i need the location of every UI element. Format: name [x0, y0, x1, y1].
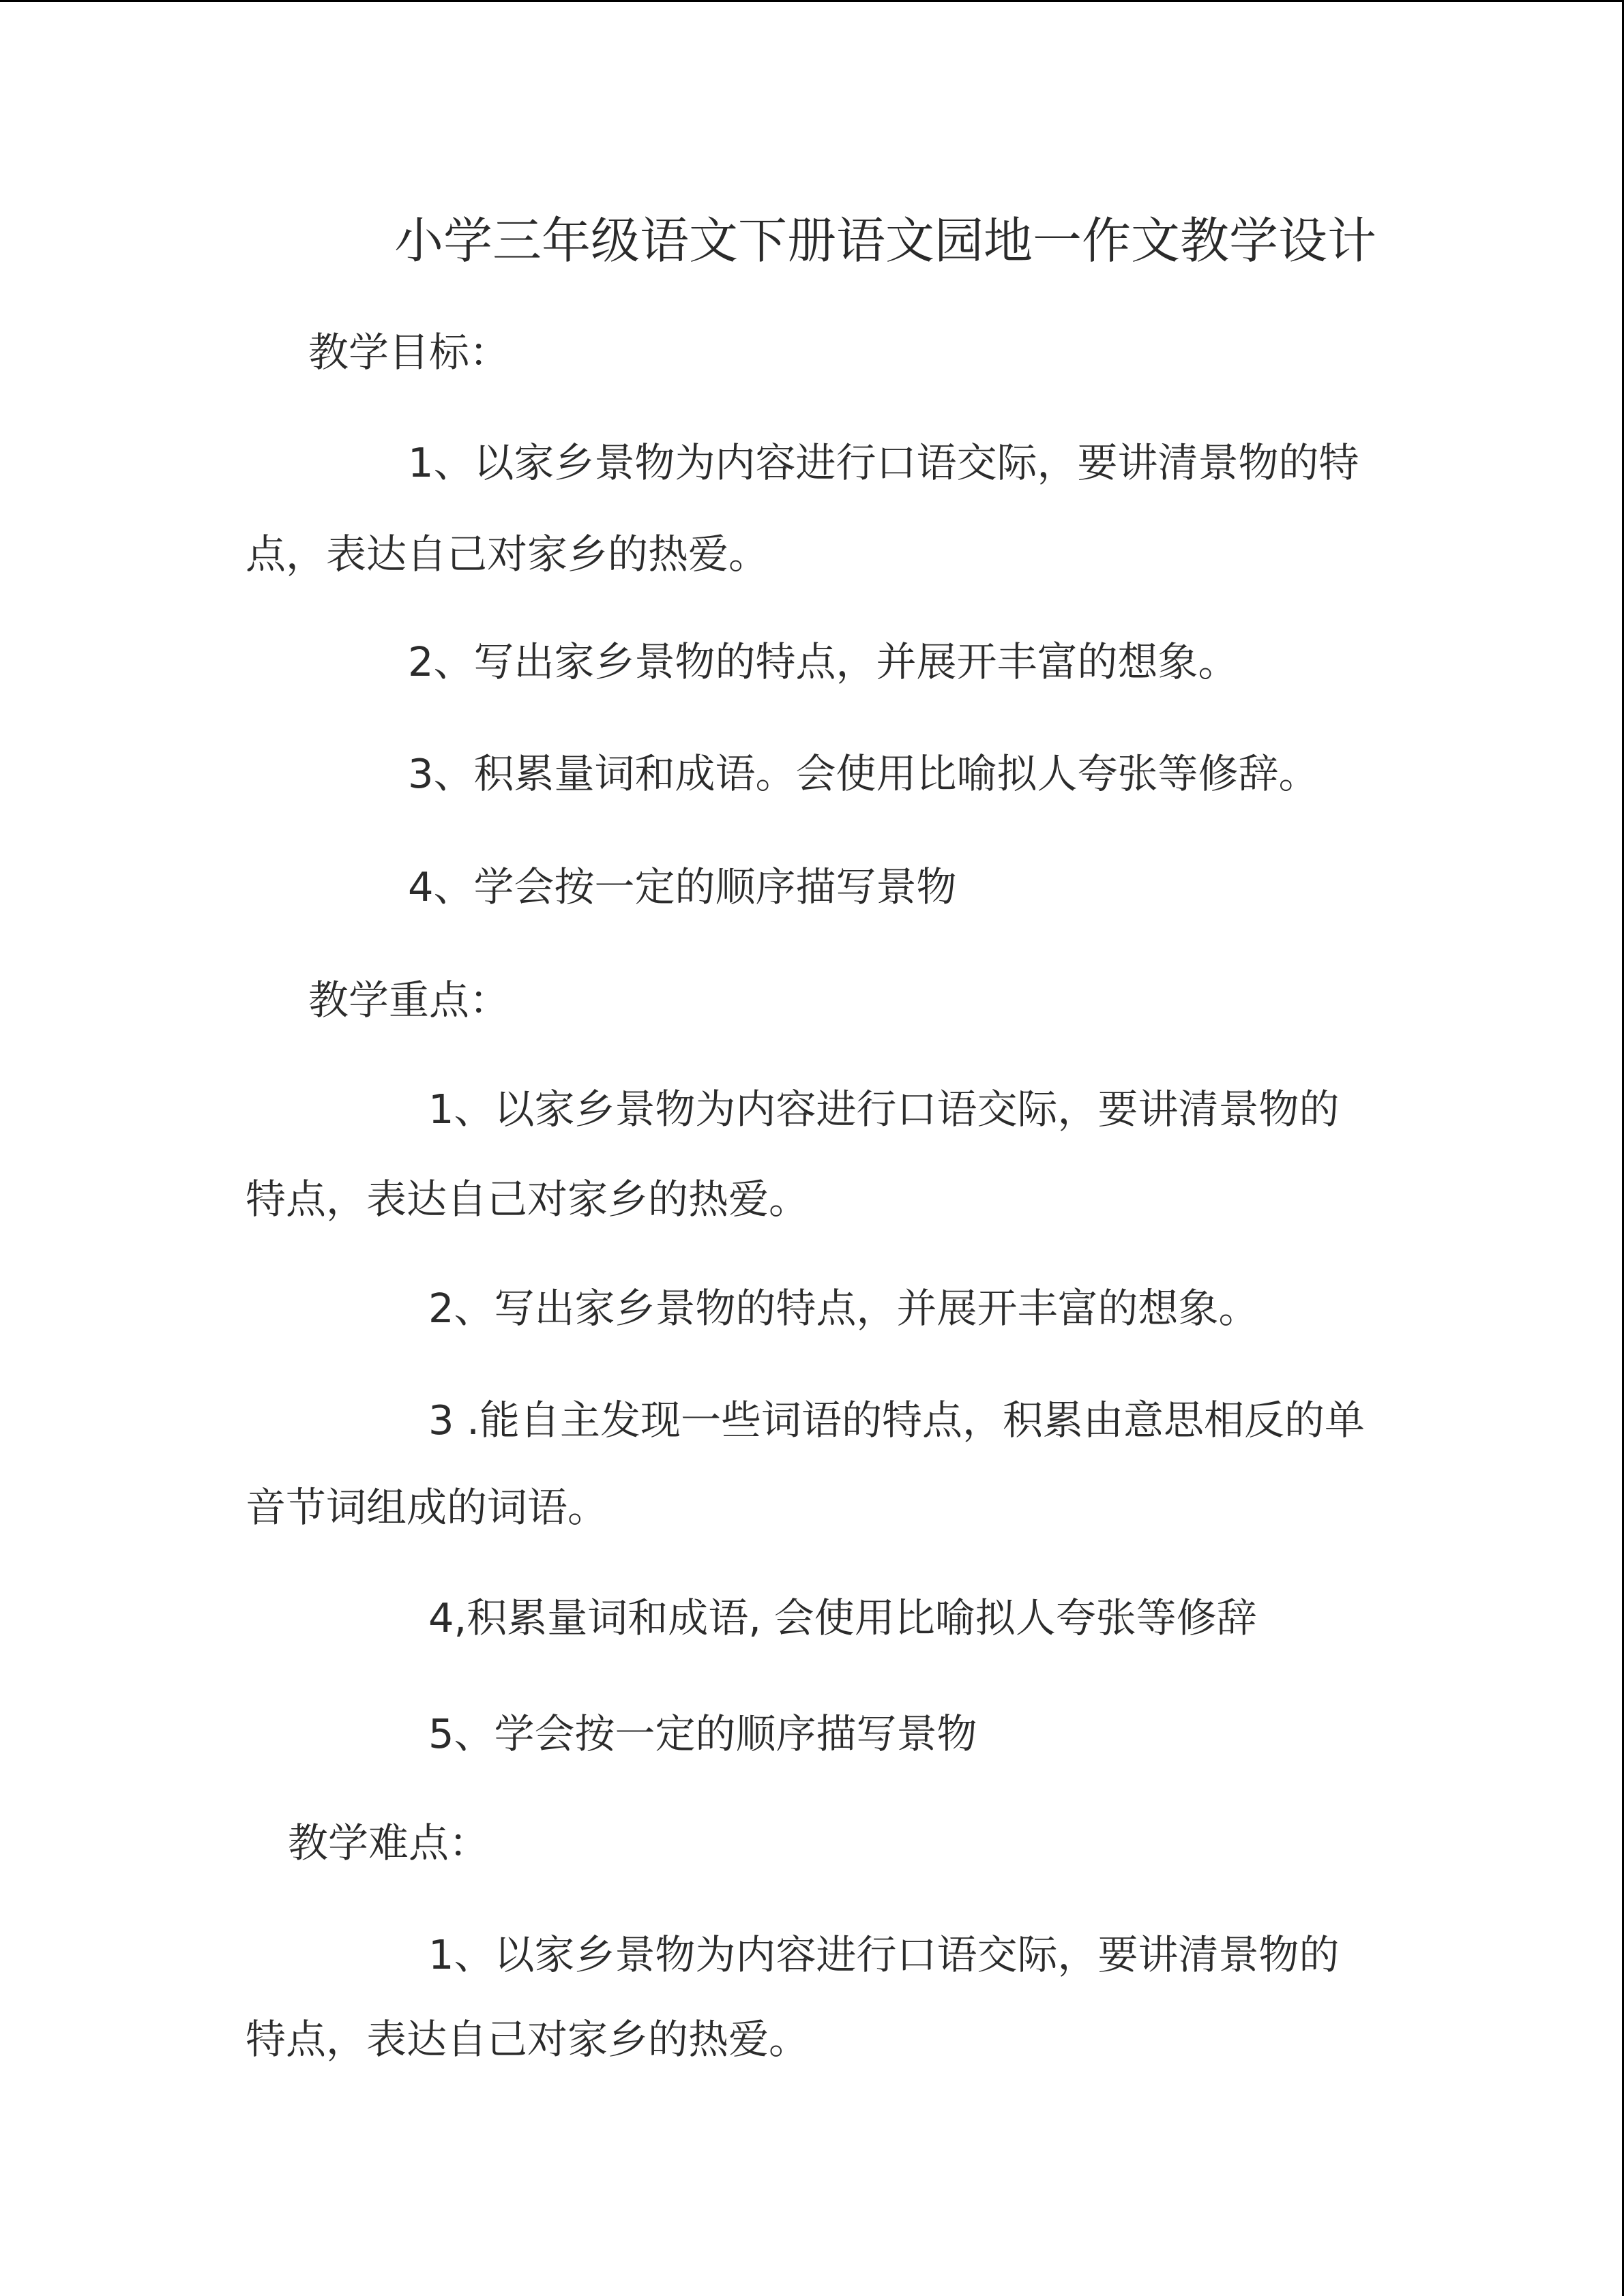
key-point-item-2: 2、写出家乡景物的特点，并展开丰富的想象。 — [428, 1285, 1259, 1332]
key-point-item-4: 4,积累量词和成语, 会使用比喻拟人夸张等修辞 — [428, 1594, 1257, 1641]
objective-item-1-line-2: 点，表达自己对家乡的热爱。 — [246, 531, 769, 578]
key-point-item-1-line-1: 1、以家乡景物为内容进行口语交际，要讲清景物的 — [428, 1086, 1340, 1133]
section-heading-objectives: 教学目标： — [308, 329, 510, 376]
objective-item-4: 4、学会按一定的顺序描写景物 — [408, 863, 957, 910]
key-point-item-1-line-2: 特点，表达自己对家乡的热爱。 — [246, 1176, 810, 1223]
difficulty-item-1-line-2: 特点，表达自己对家乡的热爱。 — [246, 2016, 810, 2063]
objective-item-3: 3、积累量词和成语。会使用比喻拟人夸张等修辞。 — [408, 750, 1319, 797]
objective-item-2: 2、写出家乡景物的特点，并展开丰富的想象。 — [408, 638, 1239, 685]
key-point-item-3-line-2: 音节词组成的词语。 — [246, 1484, 608, 1531]
section-heading-key-points: 教学重点： — [308, 976, 510, 1024]
difficulty-item-1-line-1: 1、以家乡景物为内容进行口语交际，要讲清景物的 — [428, 1931, 1340, 1978]
key-point-item-5: 5、学会按一定的顺序描写景物 — [428, 1710, 977, 1757]
document-title: 小学三年级语文下册语文园地一作文教学设计 — [394, 212, 1377, 269]
objective-item-1-line-1: 1、以家乡景物为内容进行口语交际，要讲清景物的特 — [408, 439, 1359, 486]
section-heading-difficulties: 教学难点： — [288, 1819, 490, 1866]
key-point-item-3-line-1: 3 .能自主发现一些词语的特点，积累由意思相反的单 — [428, 1397, 1365, 1444]
